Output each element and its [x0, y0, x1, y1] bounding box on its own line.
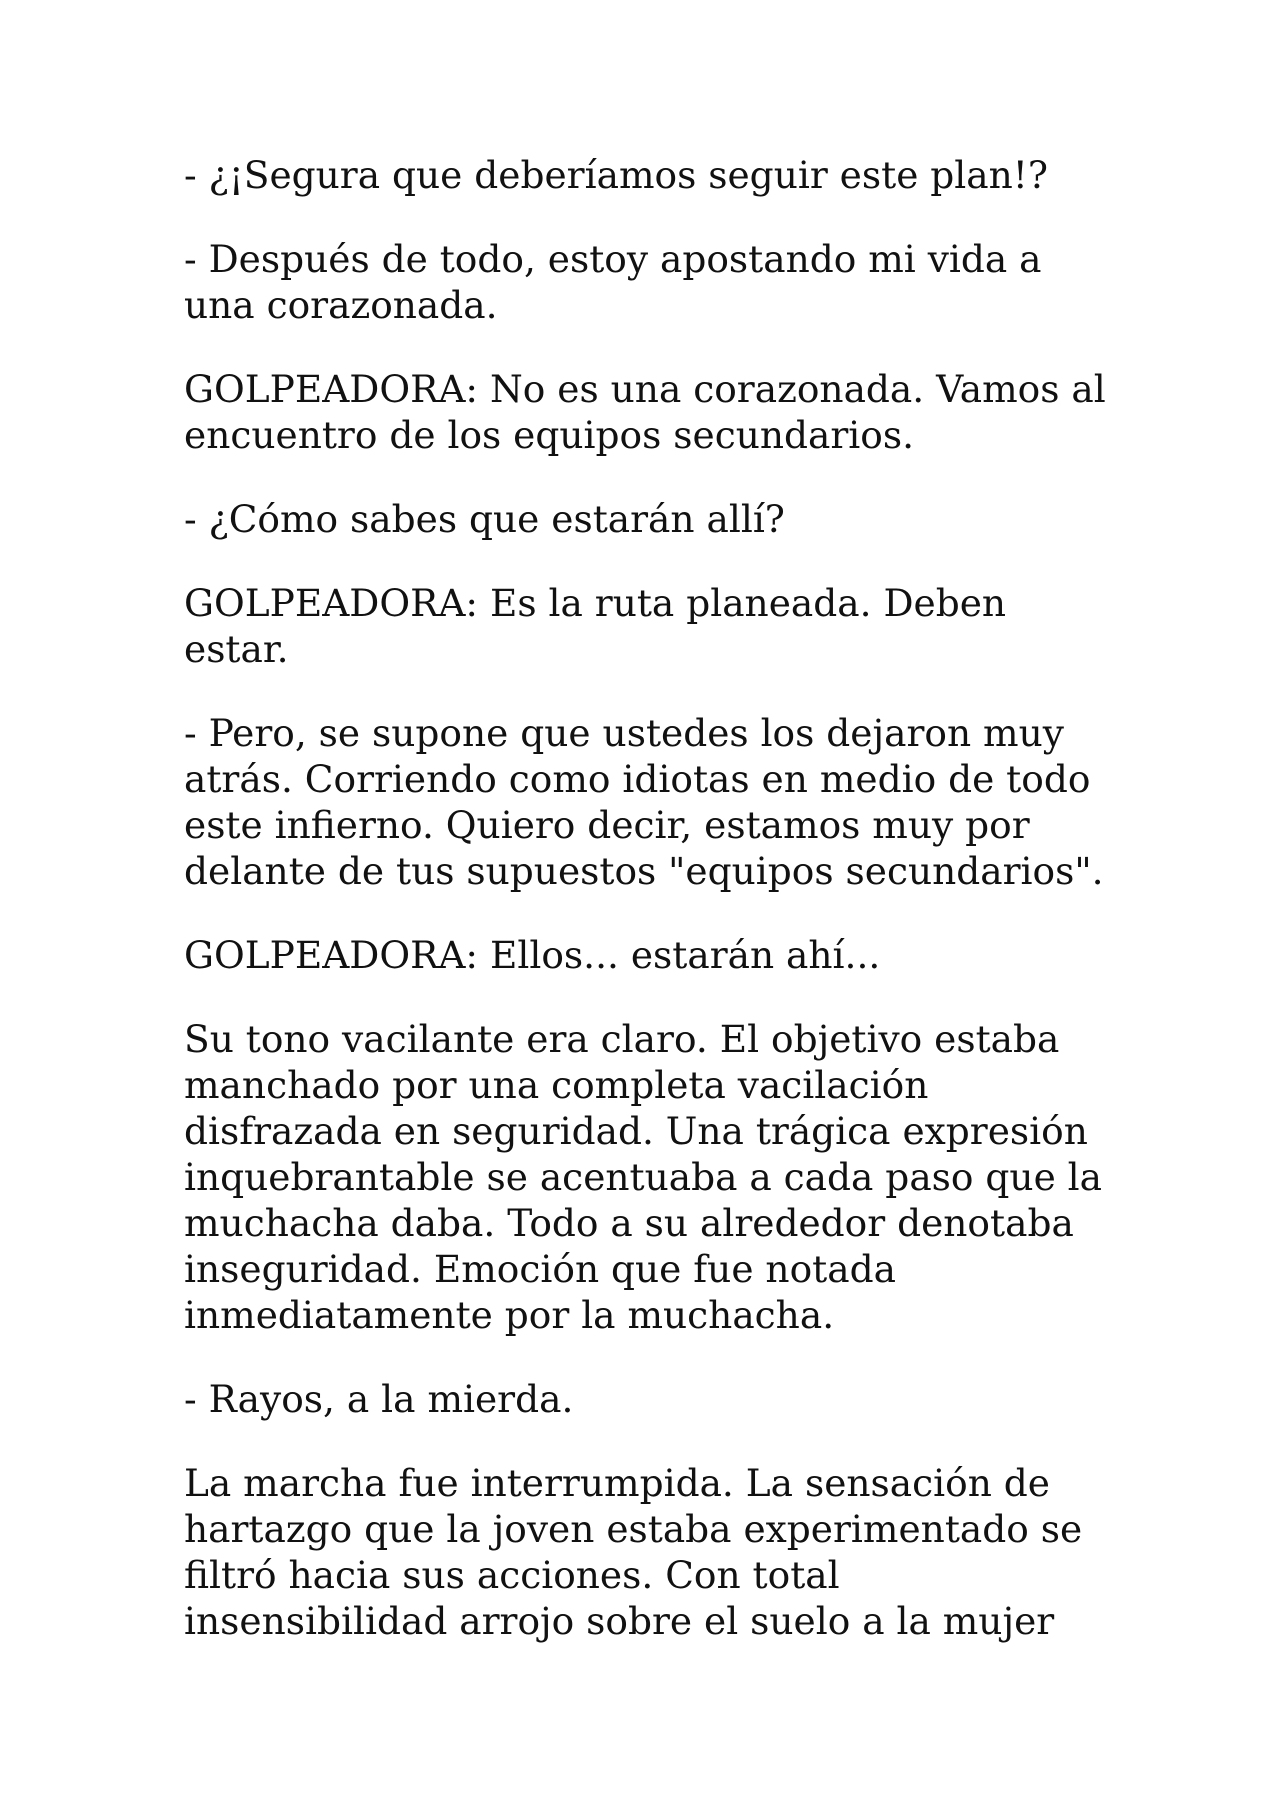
narrative-paragraph: Su tono vacilante era claro. El objetivo estaba manchado por una completa vacilación disfrazada en seguridad. Una trágica expresión inquebrantable se acentuaba a cada paso que la muchacha daba. Todo a su alrededor denotaba inseguridad. Emoción que fue notada inmediatamente por la muchacha.: [184, 1017, 1103, 1337]
dialogue-line: GOLPEADORA: Es la ruta planeada. Deben estar.: [184, 581, 1007, 671]
dialogue-line: - Después de todo, estoy apostando mi vida a una corazonada.: [184, 237, 1042, 327]
dialogue-line: - ¿Cómo sabes que estarán allí?: [184, 497, 785, 541]
dialogue-line: GOLPEADORA: Ellos... estarán ahí...: [184, 933, 881, 977]
dialogue-line: - Pero, se supone que ustedes los dejaron muy atrás. Corriendo como idiotas en medio de todo este infierno. Quiero decir, estamos muy por delante de tus supuestos "equipos secundarios".: [184, 711, 1104, 893]
dialogue-line: - ¿¡Segura que deberíamos seguir este plan!?: [184, 153, 1048, 197]
dialogue-line: GOLPEADORA: No es una corazonada. Vamos al encuentro de los equipos secundarios.: [184, 367, 1106, 457]
narrative-paragraph: La marcha fue interrumpida. La sensación de hartazgo que la joven estaba experimentado se filtró hacia sus acciones. Con total insensibilidad arrojo sobre el suelo a la mujer: [184, 1461, 1083, 1643]
text-body: [184, 152, 1114, 1682]
dialogue-line: - Rayos, a la mierda.: [184, 1377, 574, 1421]
